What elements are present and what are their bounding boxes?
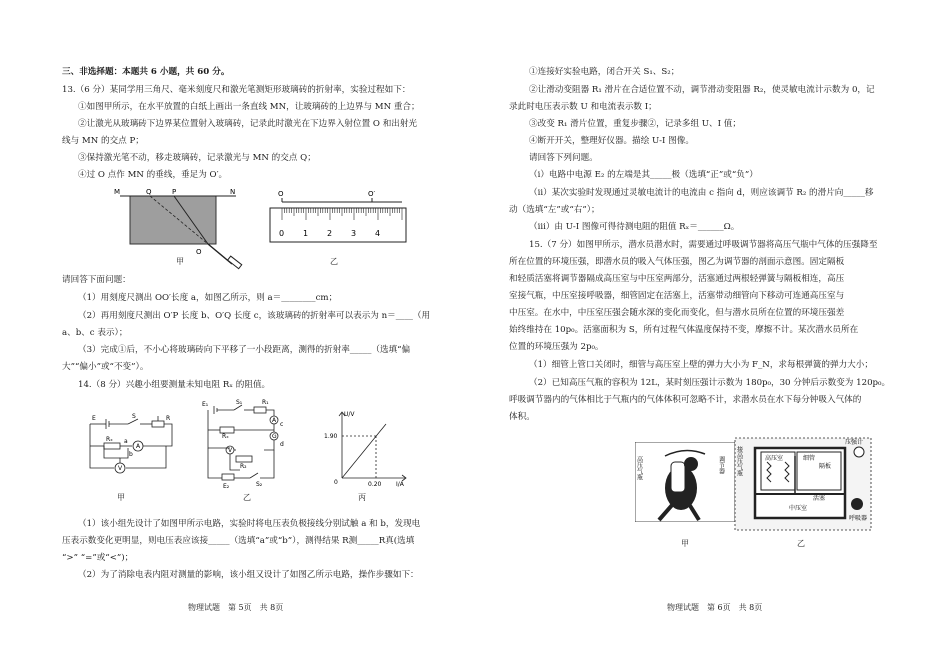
svg-text:I/A: I/A bbox=[396, 481, 404, 488]
q14-step4: ④断开开关，整理好仪器。描绘 U-I 图像。 bbox=[529, 136, 694, 146]
q13-step2-cont: 线与 MN 的交点 P； bbox=[62, 136, 144, 146]
q13-step3: ③保持激光笔不动，移走玻璃砖，记录激光与 MN 的交点 Q； bbox=[78, 153, 316, 163]
q13-part2: （2）再用刻度尺测出 O′P 长度 b、O′Q 长度 c，该玻璃砖的折射率可以表示为 n＝____（用 bbox=[78, 311, 431, 321]
svg-text:G: G bbox=[272, 433, 277, 440]
q14-stem: 14.（8 分）兴趣小组要测量未知电阻 Rₓ 的阻值。 bbox=[78, 380, 271, 390]
svg-text:d: d bbox=[280, 441, 284, 448]
q13-part1: （1）用刻度尺测出 OO′长度 a，如图乙所示，则 a＝________cm； bbox=[78, 293, 338, 303]
svg-text:A: A bbox=[136, 443, 141, 450]
ruler-3: 3 bbox=[351, 229, 357, 238]
fig15-diver bbox=[635, 442, 735, 522]
svg-text:压强计: 压强计 bbox=[845, 439, 864, 446]
fig13-caption-b: 乙 bbox=[330, 257, 338, 266]
svg-text:b: b bbox=[129, 451, 133, 458]
ruler-0: 0 bbox=[279, 229, 285, 238]
svg-text:A: A bbox=[272, 417, 277, 424]
q13-step4: ④过 O 点作 MN 的垂线，垂足为 O′。 bbox=[78, 170, 228, 180]
fig15-caption-b: 乙 bbox=[797, 539, 805, 548]
svg-text:a: a bbox=[124, 438, 128, 445]
svg-text:Rₓ: Rₓ bbox=[106, 436, 113, 443]
q13-step1: ①如图甲所示，在水平放置的白纸上画出一条直线 MN，让玻璃砖的上边界与 MN 重合； bbox=[78, 102, 420, 112]
label-P: P bbox=[172, 188, 177, 196]
q15-stem: 15.（7 分）如图甲所示，潜水员潜水时，需要通过呼吸调节器将高压气瓶中气体的压强降至 bbox=[529, 240, 878, 250]
q14-step2-cont: 录此时电压表示数 U 和电流表示数 I； bbox=[509, 102, 657, 112]
q15-line5: 中压室。在水中，中压室压强会随水深的变化而变化，但与潜水员所在位置的环境压强差 bbox=[509, 308, 845, 318]
svg-text:c: c bbox=[280, 421, 284, 428]
q14-sub-ii: （ii）某次实验时发现通过灵敏电流计的电流由 c 指向 d，则应该调节 R₂ 的滑片向_____移 bbox=[529, 188, 874, 198]
fig14-caption-a: 甲 bbox=[117, 493, 125, 502]
q14-sub-ii-cont: 动（选填“左”或“右”）； bbox=[509, 205, 600, 215]
svg-text:Rₓ: Rₓ bbox=[222, 433, 229, 440]
fig15-regulator bbox=[733, 436, 873, 532]
label-O: O bbox=[196, 248, 202, 256]
q15-line6: 始终维持在 10p₀。活塞面积为 S，所有过程气体温度保持不变，摩擦不计。某次潜水员所在 bbox=[509, 325, 859, 335]
q15-line7: 位置的环境压强为 2p₀。 bbox=[509, 342, 604, 352]
q14-part1-cont: 压表示数变化更明显，则电压表应该接_____（选填“a”或“b”），测得结果 R测_____R真(选填 bbox=[62, 536, 415, 546]
q15-line3: 和轻质活塞将调节器隔成高压室与中压室两部分，活塞通过两根轻弹簧与隔板相连，高压 bbox=[509, 274, 845, 284]
svg-text:隔板: 隔板 bbox=[819, 463, 832, 470]
svg-text:E: E bbox=[92, 415, 96, 422]
svg-text:E₂: E₂ bbox=[223, 483, 230, 490]
q14-part2: （2）为了消除电表内阻对测量的影响，该小组又设计了如图乙所示电路，操作步骤如下： bbox=[78, 570, 419, 580]
svg-text:R: R bbox=[166, 415, 171, 422]
q14-prompt: 请回答下列问题。 bbox=[529, 153, 598, 163]
svg-text:高压室: 高压室 bbox=[765, 455, 784, 462]
q14-step2: ②让滑动变阻器 R₁ 滑片在合适位置不动，调节滑动变阻器 R₂，使灵敏电流计示数为 0，记 bbox=[529, 85, 875, 95]
svg-text:S: S bbox=[132, 413, 136, 420]
label-O2: O bbox=[278, 190, 284, 198]
svg-text:S₁: S₁ bbox=[236, 399, 243, 406]
svg-text:接高压气瓶: 接高压气瓶 bbox=[735, 446, 743, 476]
right-footer: 物理试题 第 6页 共 8页 bbox=[667, 603, 763, 612]
right-page bbox=[475, 0, 950, 672]
q15-part2: （2）已知高压气瓶的容积为 12L，某时刻压强计示数为 180p₀，30 分钟后示数变为 120p₀。 bbox=[529, 378, 891, 388]
fig14-circuit-a bbox=[82, 410, 182, 490]
q13-part2-cont: a、b、c 表示）； bbox=[62, 328, 128, 338]
svg-text:R₂: R₂ bbox=[240, 463, 247, 470]
q14-part1: （1）该小组先设计了如图甲所示电路，实验时将电压表负极接线分别试触 a 和 b，发现电 bbox=[78, 519, 421, 529]
ruler-1: 1 bbox=[303, 229, 309, 238]
fig14-circuit-b bbox=[200, 398, 300, 493]
q15-part1: （1）细管上管口关闭时，细管与高压室上壁的弹力大小为 F_N，求每根弹簧的弹力大小； bbox=[529, 360, 873, 370]
fig14-ui-graph bbox=[322, 408, 410, 488]
fig14-caption-c: 丙 bbox=[358, 493, 366, 502]
q15-part2-cont: 呼吸调节器内的气体相比于气瓶内的气体体积可忽略不计，求潜水员在水下每分钟吸入气体的 bbox=[509, 395, 862, 405]
fig13-glass-block bbox=[112, 186, 262, 272]
q14-step1: ①连接好实验电路，闭合开关 S₁、S₂； bbox=[529, 67, 680, 77]
q14-sub-iii: （iii）由 U-I 图像可得待测电阻的阻值 Rₓ＝______Ω。 bbox=[529, 222, 740, 232]
q14-part1-cont2: “>” “=”或“<”)； bbox=[62, 553, 134, 563]
q13-prompt: 请回答下面问题： bbox=[62, 275, 131, 285]
label-Q: Q bbox=[146, 188, 152, 196]
q15-part2-cont2: 体积。 bbox=[509, 412, 535, 422]
svg-text:S₂: S₂ bbox=[256, 481, 263, 488]
svg-text:活塞: 活塞 bbox=[813, 495, 826, 502]
q13-stem: 13.（6 分）某同学用三角尺、毫米刻度尺和激光笔测矩形玻璃砖的折射率，实验过程如下： bbox=[62, 85, 411, 95]
svg-text:R₁: R₁ bbox=[262, 399, 269, 406]
q13-part3-cont: 大”“偏小”或“不变”）。 bbox=[62, 362, 149, 372]
svg-text:E₁: E₁ bbox=[202, 401, 209, 408]
svg-text:细管: 细管 bbox=[803, 455, 816, 462]
left-footer: 物理试题 第 5页 共 8页 bbox=[188, 603, 284, 612]
fig15-caption-a: 甲 bbox=[681, 539, 689, 548]
svg-text:U/V: U/V bbox=[344, 411, 355, 418]
label-N: N bbox=[230, 188, 236, 196]
svg-text:V: V bbox=[118, 465, 123, 472]
q15-line4: 室接气瓶，中压室接呼吸器，细管固定在活塞上，活塞带动细管向下移动可连通高压室与 bbox=[509, 291, 845, 301]
section-heading: 三、非选择题：本题共 6 小题，共 60 分。 bbox=[62, 67, 230, 77]
svg-text:中压室: 中压室 bbox=[789, 505, 808, 512]
q14-sub-i: （i）电路中电源 E₂ 的左端是其_____极（选填“正”或“负”） bbox=[529, 170, 758, 180]
svg-text:高压气瓶: 高压气瓶 bbox=[635, 456, 643, 480]
svg-text:呼吸器: 呼吸器 bbox=[849, 515, 868, 522]
svg-text:1.90: 1.90 bbox=[324, 433, 338, 440]
fig14-caption-b: 乙 bbox=[243, 493, 251, 502]
svg-text:V: V bbox=[228, 447, 233, 454]
fig13-caption-a: 甲 bbox=[176, 257, 184, 266]
svg-text:0: 0 bbox=[334, 479, 338, 486]
svg-text:调节器: 调节器 bbox=[717, 456, 725, 474]
q14-step3: ③改变 R₁ 滑片位置，重复步骤②，记录多组 U、I 值； bbox=[529, 119, 741, 129]
ruler-4: 4 bbox=[375, 229, 381, 238]
fig13-ruler bbox=[268, 188, 418, 248]
q13-step2: ②让激光从玻璃砖下边界某位置射入玻璃砖，记录此时激光在下边界入射位置 O 和出射光 bbox=[78, 119, 418, 129]
label-O-prime: O′ bbox=[368, 190, 376, 198]
svg-text:0.20: 0.20 bbox=[368, 481, 382, 488]
q15-line2: 所在位置的环境压强，即潜水员的吸入气体压强，图乙为调节器的剖面示意图。固定隔板 bbox=[509, 257, 845, 267]
label-M: M bbox=[114, 188, 121, 196]
q13-part3: （3）完成①后，不小心将玻璃砖向下平移了一小段距离，测得的折射率_____（选填“偏 bbox=[78, 345, 411, 355]
ruler-2: 2 bbox=[327, 229, 333, 238]
